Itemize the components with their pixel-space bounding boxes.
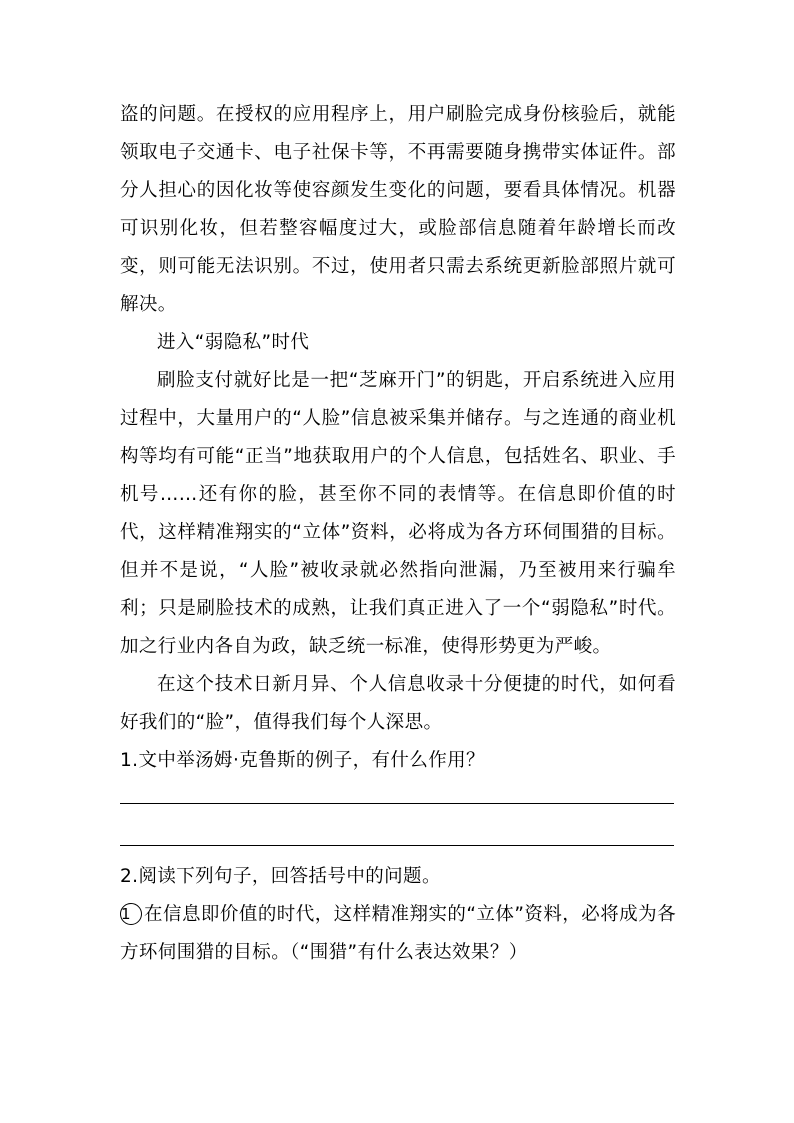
answer-line-2[interactable]	[120, 845, 674, 846]
question-2: 2.阅读下列句子，回答括号中的问题。	[120, 866, 441, 887]
circled-number-one: 1	[120, 903, 142, 925]
section-heading: 进入“弱隐私”时代	[157, 332, 310, 353]
paragraph-continuation: 盗的问题。在授权的应用程序上，用户刷脸完成身份核验后，就能领取电子交通卡、电子社保卡等，不再需要随身携带实体证件。部分人担心的因化妆等使容颜发生变化的问题，要看具体情况。机器可识别化妆，但若整容幅度过大，或脸部信息随着年龄增长而改变，则可能无法识别。不过，使用者只需去系统更新脸部照片就可解决。	[120, 104, 676, 315]
paragraph-face-payment: 刷脸支付就好比是一把“芝麻开门”的钥匙，开启系统进入应用过程中，大量用户的“人脸”信息被采集并储存。与之连通的商业机构等均有可能“正当”地获取用户的个人信息，包括姓名、职业、手机号……还有你的脸，甚至你不同的表情等。在信息即价值的时代，这样精准翔实的“立体”资料，必将成为各方环伺围猎的目标。但并不是说，“人脸”被收录就必然指向泄漏，乃至被用来行骗牟利；只是刷脸技术的成熟，让我们真正进入了一个“弱隐私”时代。加之行业内各自为政，缺乏统一标准，使得形势更为严峻。	[120, 370, 676, 657]
paragraph-conclusion: 在这个技术日新月异、个人信息收录十分便捷的时代，如何看好我们的“脸”，值得我们每个人深思。	[120, 674, 676, 733]
question-2-item-1	[120, 896, 676, 972]
document-content	[120, 96, 676, 972]
question-1: 1.文中举汤姆·克鲁斯的例子，有什么作用？	[120, 750, 485, 771]
answer-line-1[interactable]	[120, 803, 674, 804]
question-2-item-1-text: 在信息即价值的时代，这样精准翔实的“立体”资料，必将成为各方环伺围猎的目标。（“围猎”有什么表达效果？）	[120, 904, 676, 963]
